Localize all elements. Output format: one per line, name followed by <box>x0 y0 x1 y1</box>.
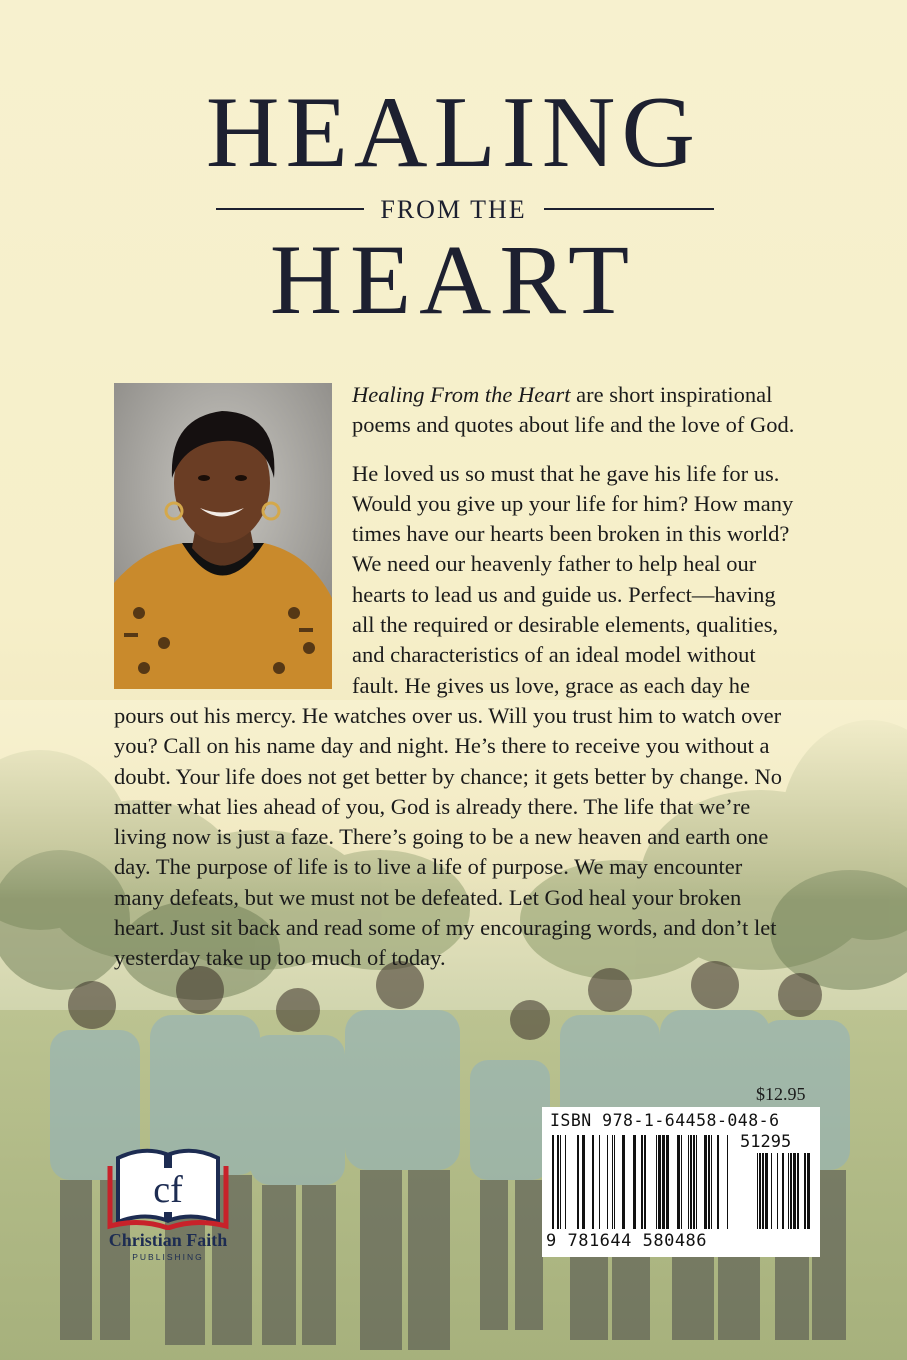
barcode-bar <box>704 1135 707 1229</box>
barcode-bar <box>565 1135 566 1229</box>
barcode-bar <box>557 1135 559 1229</box>
barcode-box <box>542 1107 820 1257</box>
publisher-name: Christian Faith <box>108 1230 228 1250</box>
barcode-bar <box>599 1135 600 1229</box>
title-from-the-text: FROM THE <box>380 195 527 224</box>
publisher-logo <box>88 1138 248 1262</box>
barcode-bar <box>607 1135 608 1229</box>
barcode-addon-number: 51295 <box>740 1132 792 1152</box>
barcode-addon-bar <box>765 1153 768 1229</box>
barcode-addon-bar <box>759 1153 761 1229</box>
barcode-addon-bar <box>807 1153 810 1229</box>
publisher-subtitle: PUBLISHING <box>132 1252 204 1262</box>
description-intro-rest: are short inspirational poems and quotes about life and the love of God. <box>352 382 795 438</box>
barcode-addon-bar <box>782 1153 784 1229</box>
barcode-bar <box>662 1135 665 1229</box>
barcode-addon-bar <box>788 1153 789 1229</box>
title-rule-left <box>216 208 364 210</box>
barcode-addon-bar <box>804 1153 806 1229</box>
barcode-addon-bar <box>790 1153 792 1229</box>
barcode-bar <box>644 1135 646 1229</box>
barcode-bar <box>577 1135 579 1229</box>
description <box>114 380 797 974</box>
description-body: He loved us so must that he gave his life for us. Would you give up your life for him? How many times have our hearts been broken in this world? We need our heavenly father to help heal our hearts to lead us and guide us. Perfect—having all the required or desirable elements, qualities, and characteristics of an ideal model without fault. He gives us love, grace as each day he pours out his mercy. He watches over us. Will you trust him to watch over you? Call on his name day and night. He’s there to receive you without a doubt. Your life does not get better by chance; it gets better by change. No matter what lies ahead of you, God is already there. The life that we’re living now is just a faze. There’s going to be a new heaven and earth one day. The purpose of life is to live a life of purpose. We may encounter many defeats, but we must not be defeated. Let God heal your broken heart. Just sit back and read some of my encouraging words, and don’t let yesterday take up too much of today. <box>114 460 794 971</box>
barcode-bar <box>690 1135 692 1229</box>
barcode-bar <box>633 1135 636 1229</box>
barcode-addon-bar <box>793 1153 796 1229</box>
barcode-bar <box>641 1135 643 1229</box>
photo-spacer <box>114 380 352 692</box>
title-rule-right <box>544 208 714 210</box>
barcode-bar <box>717 1135 719 1229</box>
barcode-bar <box>693 1135 695 1229</box>
isbn-label: ISBN 978-1-64458-048-6 <box>550 1111 780 1130</box>
barcode-bar <box>614 1135 615 1229</box>
publisher-logo-letters: cf <box>153 1169 183 1211</box>
barcode-bar <box>708 1135 710 1229</box>
price-label: $12.95 <box>756 1084 806 1104</box>
barcode-bar <box>666 1135 669 1229</box>
barcode-bar <box>658 1135 661 1229</box>
book-title-italic: Healing From the Heart <box>352 382 571 407</box>
barcode-bar <box>677 1135 680 1229</box>
title-healing: HEALING <box>205 76 702 189</box>
barcode-bar <box>681 1135 682 1229</box>
barcode-bar <box>582 1135 585 1229</box>
title-from-the <box>0 195 907 225</box>
barcode-bar <box>622 1135 625 1229</box>
barcode-addon-bar <box>757 1153 758 1229</box>
barcode-bar <box>727 1135 728 1229</box>
title-heart: HEART <box>269 224 638 335</box>
barcode-bar <box>711 1135 712 1229</box>
barcode-bar <box>560 1135 561 1229</box>
barcode-bar <box>688 1135 689 1229</box>
barcode-bar <box>612 1135 613 1229</box>
barcode-addon-bar <box>777 1153 778 1229</box>
barcode-bar <box>696 1135 697 1229</box>
ean-number: 9 781644 580486 <box>546 1231 708 1251</box>
barcode-addon-bar <box>797 1153 799 1229</box>
barcode-addon-bar <box>771 1153 772 1229</box>
barcode-addon-bar <box>762 1153 764 1229</box>
barcode-bar <box>656 1135 657 1229</box>
barcode-bar <box>592 1135 594 1229</box>
barcode-bar <box>552 1135 554 1229</box>
